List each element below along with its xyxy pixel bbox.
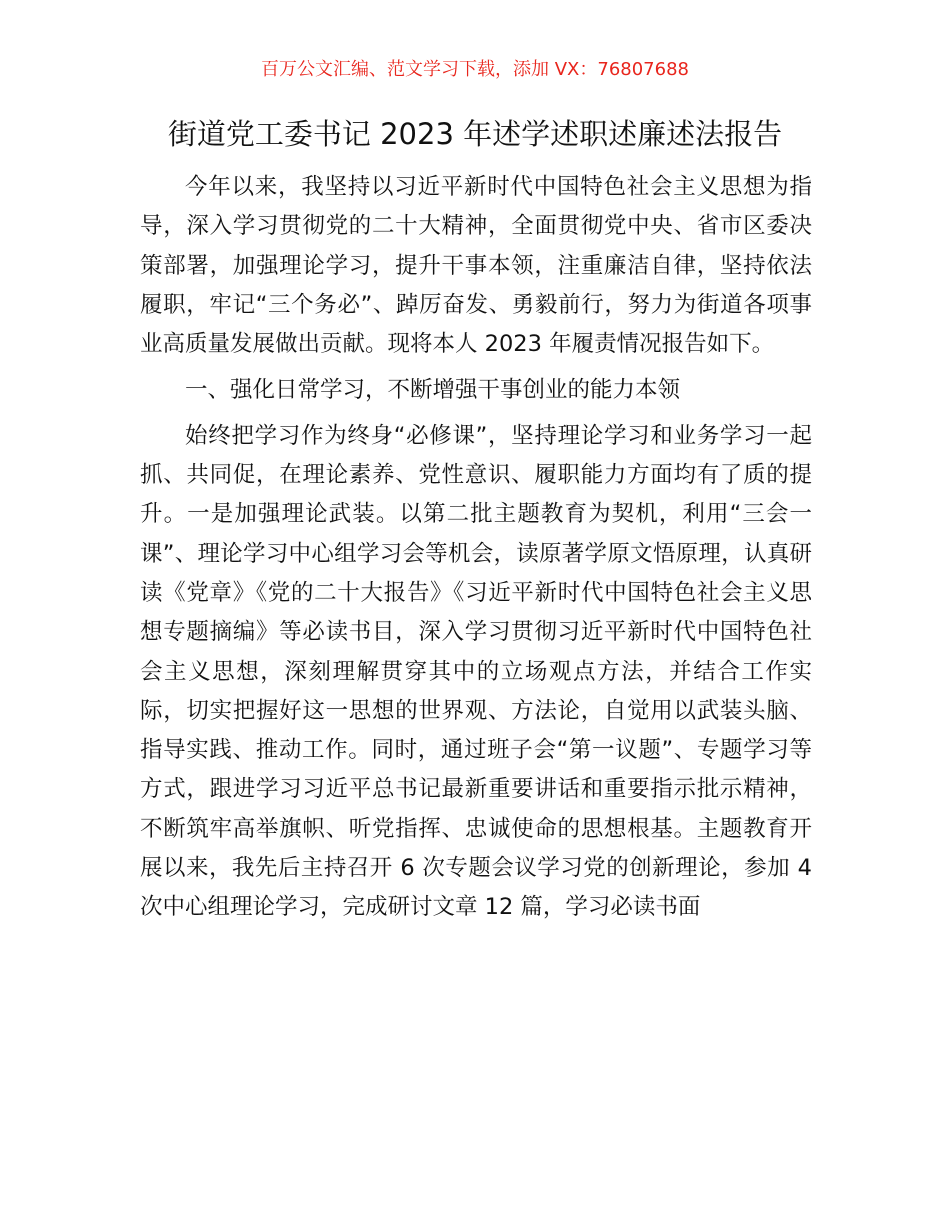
document-title: 街道党工委书记 2023 年述学述职述廉述法报告 (167, 117, 783, 151)
watermark-banner: 百万公文汇编、范文学习下载，添加 VX：76807688 (261, 59, 689, 80)
intro-paragraph: 今年以来，我坚持以习近平新时代中国特色社会主义思想为指导，深入学习贯彻党的二十大精神，全面贯彻党中央、省市区委决策部署，加强理论学习，提升干事本领，注重廉洁自律，坚持依法履职，牢记“三个务必”、踔厉奋发、勇毅前行，努力为街道各项事业高质量发展做出贡献。现将本人 2023 年履责情况报告如下。 (140, 174, 812, 358)
section-heading: 一、强化日常学习，不断增强干事创业的能力本领 (185, 377, 681, 404)
document-body (140, 168, 812, 928)
section-paragraph: 始终把学习作为终身“必修课”，坚持理论学习和业务学习一起抓、共同促，在理论素养、党性意识、履职能力方面均有了质的提升。一是加强理论武装。以第二批主题教育为契机，利用“三会一课”、理论学习中心组学习会等机会，读原著学原文悟原理，认真研读《党章》《党的二十大报告》《习近平新时代中国特色社会主义思想专题摘编》等必读书目，深入学习贯彻习近平新时代中国特色社会主义思想，深刻理解贯穿其中的立场观点方法，并结合工作实际，切实把握好这一思想的世界观、方法论，自觉用以武装头脑、指导实践、推动工作。同时，通过班子会“第一议题”、专题学习等方式，跟进学习习近平总书记最新重要讲话和重要指示批示精神，不断筑牢高举旗帜、听党指挥、忠诚使命的思想根基。主题教育开展以来，我先后主持召开 6 次专题会议学习党的创新理论，参加 4 次中心组理论学习，完成研讨文章 12 篇，学习必读书面 (140, 422, 812, 921)
